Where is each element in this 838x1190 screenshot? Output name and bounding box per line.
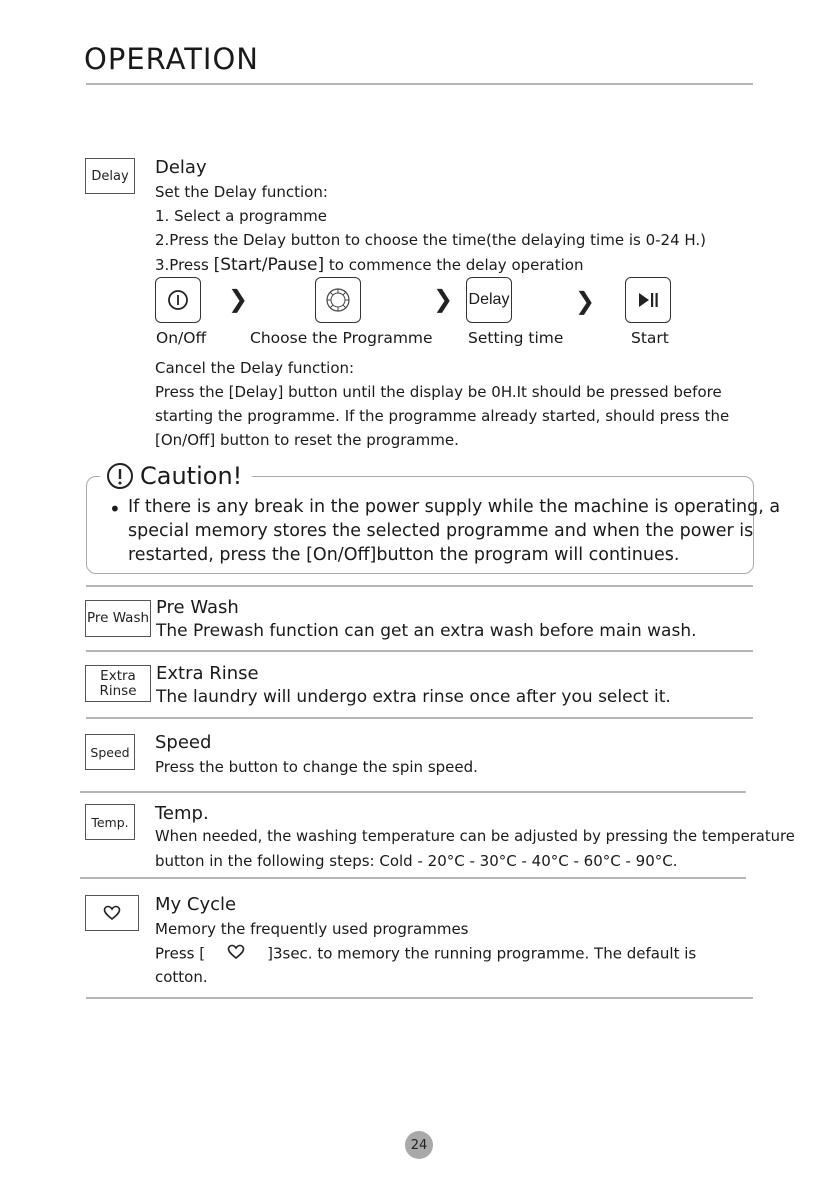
my-cycle-title: My Cycle (155, 894, 237, 915)
prewash-title: Pre Wash (156, 597, 239, 618)
chevron-right-icon: ❯ (575, 287, 596, 315)
temp-button-icon: Temp. (85, 804, 135, 840)
caution-line-3: restarted, press the [On/Off]button the program will continues. (128, 545, 680, 565)
sequence-label-setting-time: Setting time (468, 329, 564, 347)
section-divider (86, 717, 753, 719)
my-cycle-line-2-prefix: Press [ (155, 944, 206, 963)
section-divider (86, 585, 753, 587)
section-divider (86, 997, 753, 999)
heart-icon (205, 944, 267, 964)
extra-rinse-text: The laundry will undergo extra rinse once after you select it. (156, 687, 671, 707)
my-cycle-button-icon (85, 895, 139, 931)
start-pause-label: [Start/Pause] (213, 255, 325, 275)
caution-title: Caution! (140, 462, 243, 490)
bullet-icon: • (109, 497, 121, 521)
temp-title: Temp. (155, 803, 209, 824)
extra-rinse-icon-line-1: Extra (100, 667, 136, 684)
chevron-right-icon: ❯ (433, 285, 454, 313)
title-divider (86, 83, 753, 85)
delay-set-heading: Set the Delay function: (155, 183, 328, 201)
on-off-icon (155, 277, 201, 323)
page-number: 24 (405, 1131, 433, 1159)
my-cycle-line-2 (155, 944, 696, 964)
warning-icon (106, 462, 134, 490)
chevron-right-icon: ❯ (228, 285, 249, 313)
delay-sequence-icon: Delay (466, 277, 512, 323)
my-cycle-line-3: cotton. (155, 968, 208, 986)
programme-dial-icon (315, 277, 361, 323)
extra-rinse-title: Extra Rinse (156, 663, 259, 684)
extra-rinse-button-icon (85, 665, 151, 702)
section-divider (80, 791, 746, 793)
extra-rinse-icon-line-2: Rinse (99, 682, 137, 699)
delay-step-3-prefix: 3.Press (155, 256, 214, 274)
delay-step-1: 1. Select a programme (155, 207, 327, 225)
speed-text: Press the button to change the spin speed. (155, 758, 478, 776)
cancel-line-2: starting the programme. If the programme already started, should press the (155, 407, 730, 425)
section-divider (80, 877, 746, 879)
delay-step-2: 2.Press the Delay button to choose the time(the delaying time is 0-24 H.) (155, 231, 707, 249)
section-divider (86, 650, 753, 652)
my-cycle-line-2-suffix: ]3sec. to memory the running programme. The default is (267, 944, 697, 963)
caution-line-2: special memory stores the selected programme and when the power is (128, 521, 754, 541)
page-title: OPERATION (84, 42, 259, 76)
my-cycle-line-1: Memory the frequently used programmes (155, 920, 469, 938)
sequence-label-on-off: On/Off (156, 329, 207, 347)
speed-button-icon: Speed (85, 734, 135, 770)
delay-button-icon: Delay (85, 158, 135, 194)
delay-title: Delay (155, 157, 207, 178)
temp-line-1: When needed, the washing temperature can be adjusted by pressing the temperature (155, 828, 795, 845)
delay-step-3-suffix: to commence the delay operation (324, 256, 584, 274)
pre-wash-button-icon: Pre Wash (85, 600, 151, 637)
start-pause-icon (625, 277, 671, 323)
caution-header (100, 462, 252, 490)
delay-step-3 (155, 255, 583, 275)
heart-icon (103, 905, 121, 921)
sequence-label-start: Start (631, 329, 669, 347)
sequence-label-choose-programme: Choose the Programme (250, 329, 433, 347)
speed-title: Speed (155, 732, 212, 753)
cancel-line-1: Press the [Delay] button until the display be 0H.It should be pressed before (155, 383, 722, 401)
caution-line-1: If there is any break in the power supply while the machine is operating, a (128, 497, 781, 517)
prewash-text: The Prewash function can get an extra wash before main wash. (156, 621, 697, 641)
cancel-heading: Cancel the Delay function: (155, 359, 355, 377)
temp-line-2: button in the following steps: Cold - 20°C - 30°C - 40°C - 60°C - 90°C. (155, 852, 678, 870)
cancel-line-3: [On/Off] button to reset the programme. (155, 431, 459, 449)
